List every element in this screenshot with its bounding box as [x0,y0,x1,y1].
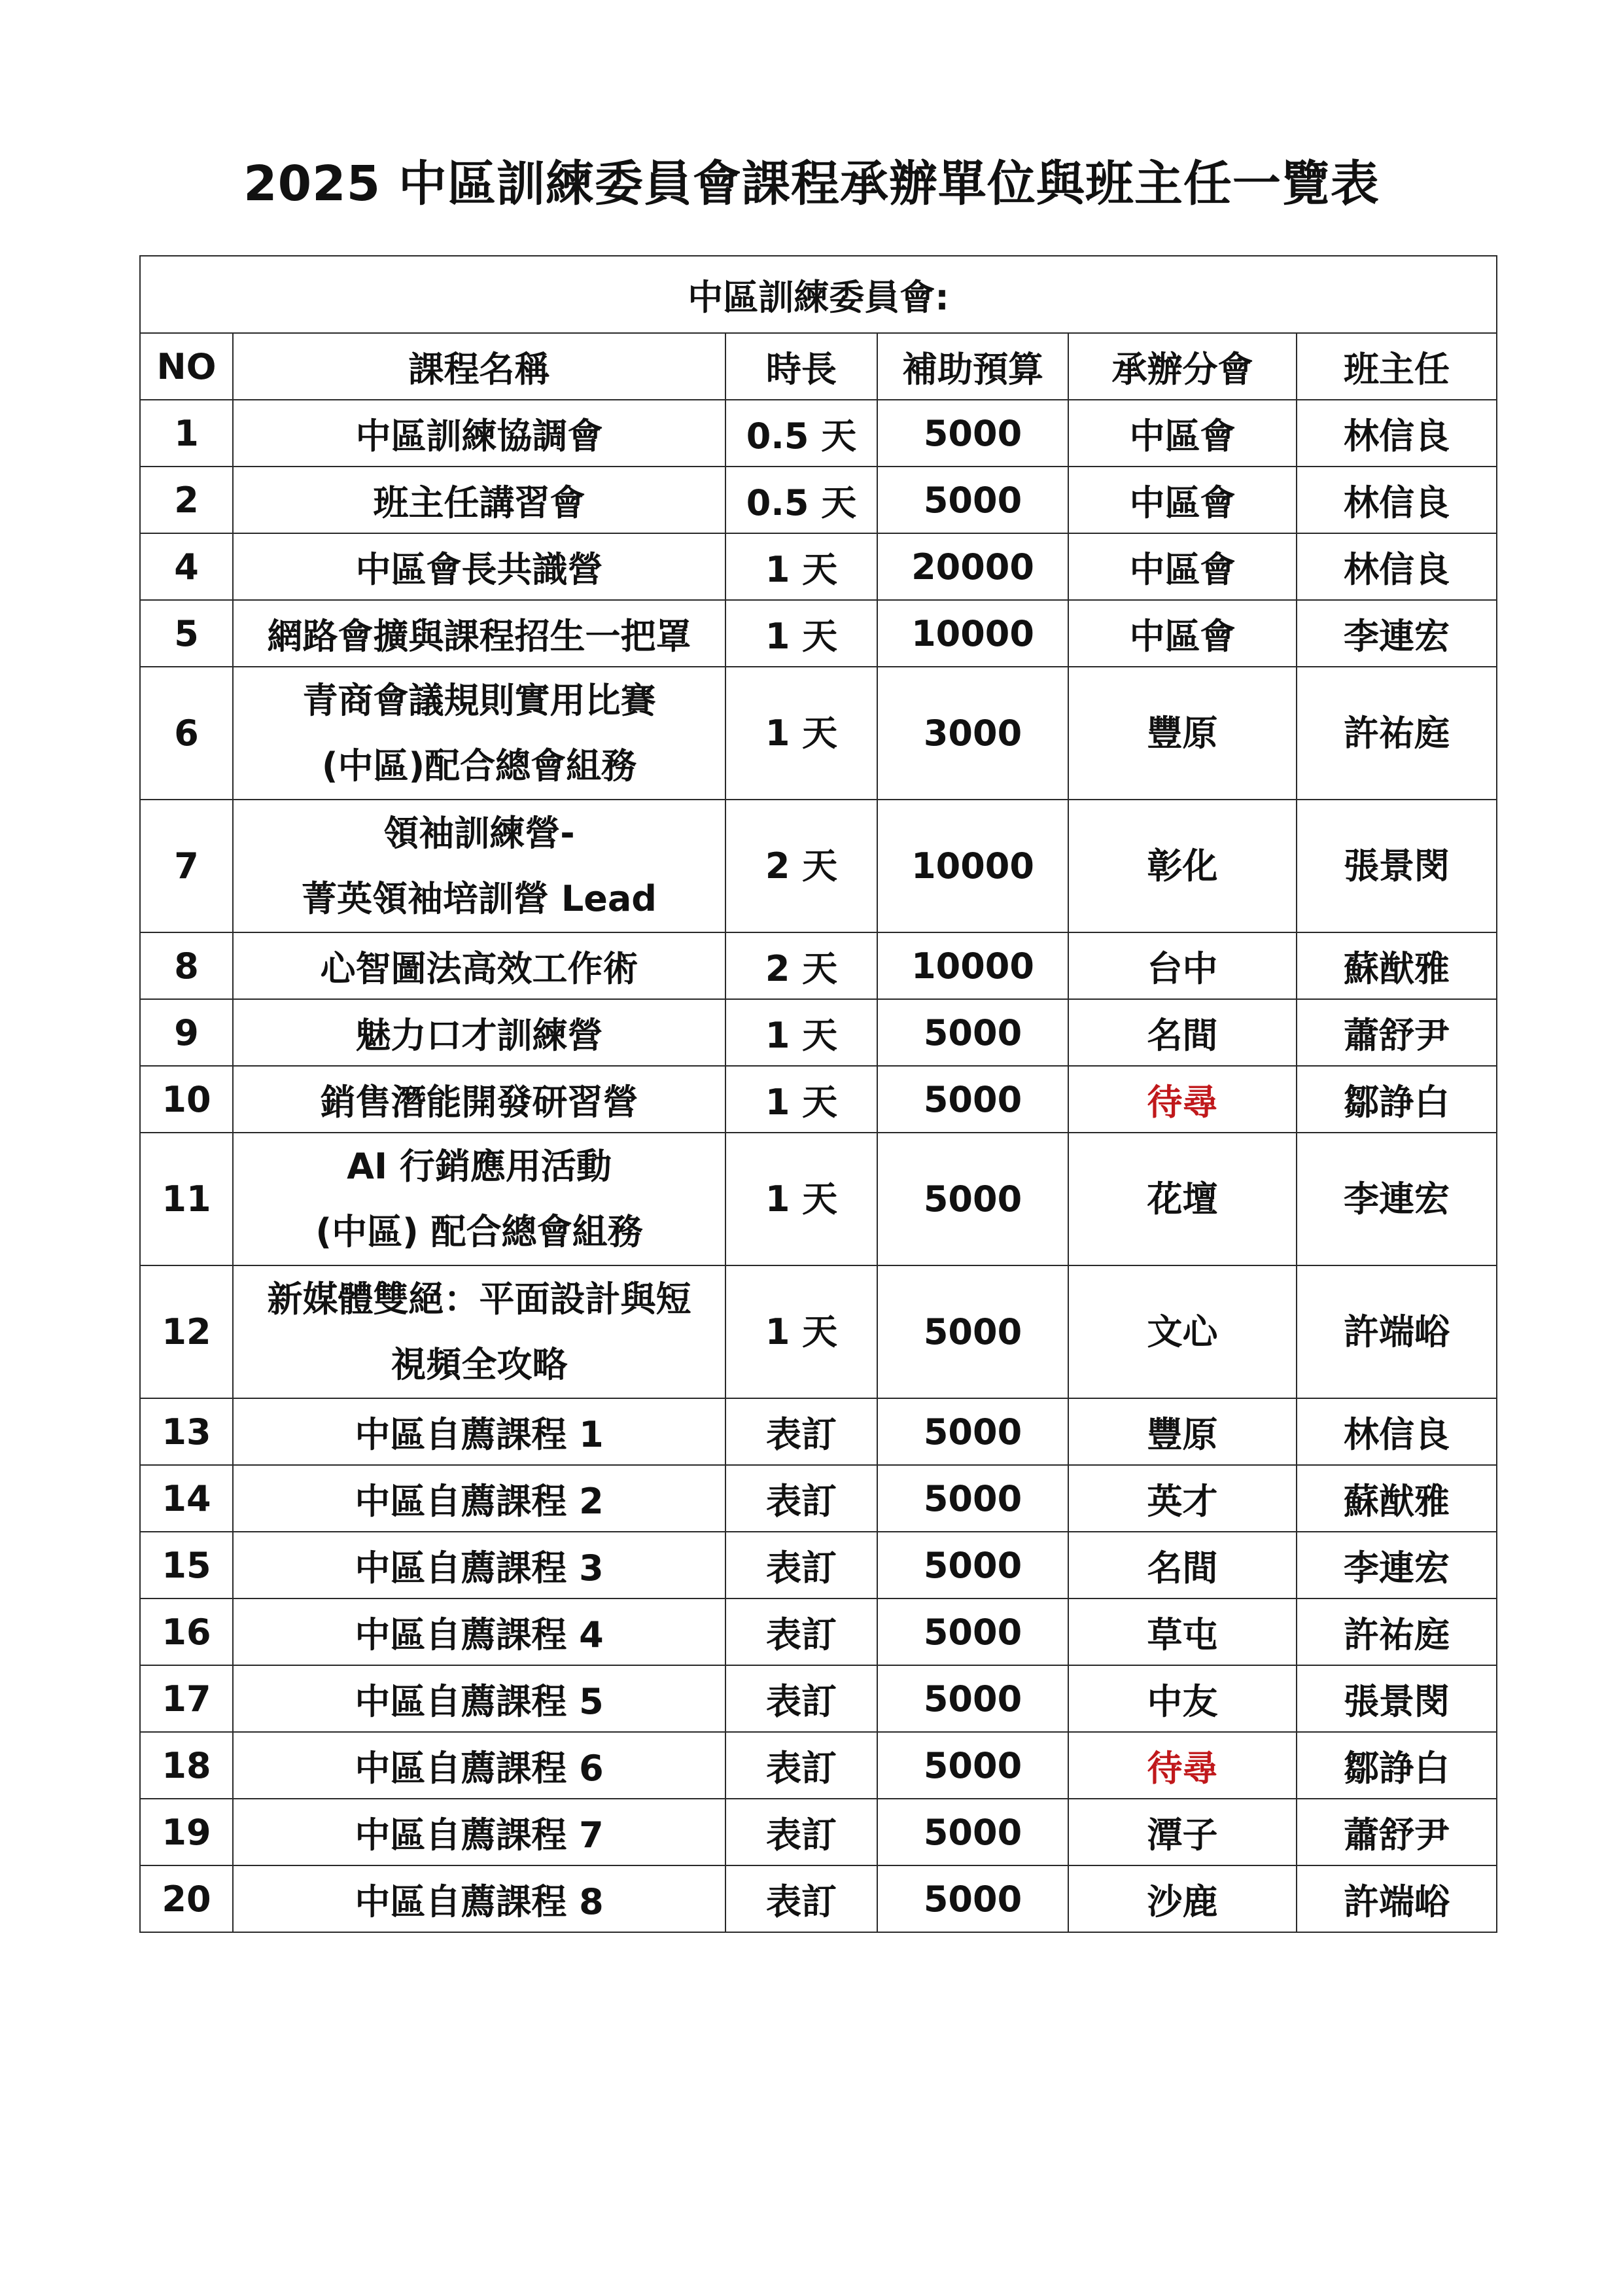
cell-director: 李連宏 [1297,1133,1497,1265]
course-name-line-1: 領袖訓練營- [383,812,575,854]
cell-host: 豐原 [1068,1398,1297,1465]
cell-director: 許祐庭 [1297,1598,1497,1665]
cell-budget: 5000 [877,1398,1068,1465]
cell-budget: 5000 [877,467,1068,533]
cell-course [233,1532,725,1598]
cell-no: 12 [140,1265,233,1398]
cell-director: 李連宏 [1297,600,1497,667]
cell-no: 20 [140,1865,233,1932]
course-name-line-1: 中區訓練協調會 [355,415,603,457]
cell-course [233,533,725,600]
table-row [140,1665,1497,1732]
cell-host: 豐原 [1068,667,1297,800]
cell-no: 16 [140,1598,233,1665]
cell-duration: 0.5 天 [725,400,877,467]
section-label: 中區訓練委員會: [140,256,1497,333]
cell-no: 8 [140,932,233,999]
cell-course [233,1865,725,1932]
course-name-line-1: 新媒體雙絕：平面設計與短 [267,1278,691,1320]
cell-no: 14 [140,1465,233,1532]
cell-budget: 5000 [877,1133,1068,1265]
table-row [140,1398,1497,1465]
cell-course [233,1133,725,1265]
table-body [140,256,1497,1932]
cell-director: 鄒諍白 [1297,1732,1497,1799]
table-row [140,400,1497,467]
cell-no: 13 [140,1398,233,1465]
cell-course [233,1465,725,1532]
table-row [140,1799,1497,1865]
cell-budget: 3000 [877,667,1068,800]
course-name-line-2: (中區) 配合總會組務 [315,1210,643,1252]
cell-director: 林信良 [1297,400,1497,467]
cell-duration: 表訂 [725,1532,877,1598]
header-duration: 時長 [725,333,877,400]
cell-host: 潭子 [1068,1799,1297,1865]
cell-no: 18 [140,1732,233,1799]
cell-budget: 5000 [877,999,1068,1066]
cell-course [233,1598,725,1665]
cell-director: 李連宏 [1297,1532,1497,1598]
course-name-line-1: 中區自薦課程 5 [355,1680,604,1722]
cell-course [233,667,725,800]
course-name-line-1: 中區自薦課程 8 [355,1881,604,1922]
cell-no: 4 [140,533,233,600]
header-row [140,333,1497,400]
course-name-line-2: 視頻全攻略 [391,1343,568,1385]
cell-budget: 5000 [877,1265,1068,1398]
cell-duration: 1 天 [725,533,877,600]
course-name-line-1: 班主任講習會 [373,482,585,523]
table-row [140,1532,1497,1598]
cell-budget: 5000 [877,1865,1068,1932]
cell-budget: 5000 [877,1066,1068,1133]
cell-course [233,932,725,999]
cell-director: 許端峪 [1297,1265,1497,1398]
header-course: 課程名稱 [233,333,725,400]
cell-course [233,1265,725,1398]
cell-budget: 5000 [877,400,1068,467]
cell-host-pending: 待尋 [1068,1732,1297,1799]
course-name-line-1: 銷售潛能開發研習營 [320,1081,638,1123]
table-row [140,1066,1497,1133]
table-row [140,667,1497,800]
table-row [140,1732,1497,1799]
cell-no: 10 [140,1066,233,1133]
cell-host: 名間 [1068,1532,1297,1598]
table-row [140,600,1497,667]
table-row [140,1465,1497,1532]
cell-duration: 0.5 天 [725,467,877,533]
course-name-line-2: 菁英領袖培訓營 Lead [302,877,657,919]
table-row [140,1865,1497,1932]
cell-duration: 表訂 [725,1732,877,1799]
cell-director: 許祐庭 [1297,667,1497,800]
course-name-line-1: 網路會擴與課程招生一把罩 [267,615,691,657]
cell-budget: 10000 [877,800,1068,932]
course-roster-table [139,255,1497,1933]
cell-duration: 1 天 [725,667,877,800]
cell-budget: 5000 [877,1665,1068,1732]
cell-course [233,1732,725,1799]
cell-no: 5 [140,600,233,667]
cell-host: 中友 [1068,1665,1297,1732]
table-row [140,999,1497,1066]
cell-director: 張景閔 [1297,800,1497,932]
cell-course [233,1398,725,1465]
course-name-line-1: 中區自薦課程 1 [355,1413,604,1455]
cell-director: 蘇猷雅 [1297,1465,1497,1532]
cell-director: 鄒諍白 [1297,1066,1497,1133]
cell-no: 2 [140,467,233,533]
cell-director: 張景閔 [1297,1665,1497,1732]
table-row [140,1265,1497,1398]
cell-director: 林信良 [1297,533,1497,600]
course-name-line-1: 魅力口才訓練營 [355,1014,603,1056]
cell-duration: 表訂 [725,1665,877,1732]
cell-course [233,800,725,932]
course-name-line-1: 青商會議規則實用比賽 [302,679,656,721]
course-name-line-1: 心智圖法高效工作術 [320,947,638,989]
course-name-line-1: AI 行銷應用活動 [347,1145,612,1187]
cell-host: 英才 [1068,1465,1297,1532]
table-row [140,467,1497,533]
cell-course [233,600,725,667]
cell-duration: 表訂 [725,1865,877,1932]
cell-duration: 1 天 [725,1265,877,1398]
cell-host: 花壇 [1068,1133,1297,1265]
course-name-line-1: 中區自薦課程 2 [355,1480,604,1522]
table-row [140,932,1497,999]
document-title: 2025 中區訓練委員會課程承辦單位與班主任一覽表 [243,156,1380,212]
cell-budget: 5000 [877,1598,1068,1665]
cell-no: 17 [140,1665,233,1732]
cell-budget: 20000 [877,533,1068,600]
cell-host: 中區會 [1068,533,1297,600]
cell-no: 19 [140,1799,233,1865]
cell-director: 蕭舒尹 [1297,999,1497,1066]
cell-no: 7 [140,800,233,932]
table-row [140,533,1497,600]
course-name-line-1: 中區自薦課程 4 [355,1614,604,1655]
cell-no: 6 [140,667,233,800]
cell-budget: 10000 [877,600,1068,667]
cell-budget: 10000 [877,932,1068,999]
header-no: NO [140,333,233,400]
cell-no: 11 [140,1133,233,1265]
cell-host: 中區會 [1068,400,1297,467]
course-name-line-1: 中區自薦課程 6 [355,1747,604,1789]
cell-budget: 5000 [877,1465,1068,1532]
cell-director: 林信良 [1297,1398,1497,1465]
cell-duration: 表訂 [725,1398,877,1465]
cell-course [233,467,725,533]
section-row [140,256,1497,333]
cell-host: 台中 [1068,932,1297,999]
cell-duration: 表訂 [725,1598,877,1665]
cell-duration: 1 天 [725,1066,877,1133]
cell-host: 名間 [1068,999,1297,1066]
cell-duration: 1 天 [725,1133,877,1265]
cell-host: 文心 [1068,1265,1297,1398]
cell-course [233,1665,725,1732]
cell-budget: 5000 [877,1532,1068,1598]
cell-no: 1 [140,400,233,467]
cell-duration: 表訂 [725,1465,877,1532]
cell-host: 中區會 [1068,600,1297,667]
cell-duration: 2 天 [725,932,877,999]
cell-host: 沙鹿 [1068,1865,1297,1932]
cell-director: 蘇猷雅 [1297,932,1497,999]
cell-director: 林信良 [1297,467,1497,533]
cell-duration: 表訂 [725,1799,877,1865]
cell-course [233,1066,725,1133]
course-name-line-1: 中區會長共識營 [355,548,603,590]
cell-no: 15 [140,1532,233,1598]
course-name-line-1: 中區自薦課程 7 [355,1814,604,1856]
cell-course [233,400,725,467]
cell-course [233,1799,725,1865]
table-row [140,800,1497,932]
cell-budget: 5000 [877,1732,1068,1799]
cell-host: 草屯 [1068,1598,1297,1665]
cell-host: 中區會 [1068,467,1297,533]
cell-director: 許端峪 [1297,1865,1497,1932]
course-name-line-1: 中區自薦課程 3 [355,1547,604,1589]
header-budget: 補助預算 [877,333,1068,400]
table-row [140,1598,1497,1665]
cell-host: 彰化 [1068,800,1297,932]
cell-no: 9 [140,999,233,1066]
header-host: 承辦分會 [1068,333,1297,400]
cell-duration: 1 天 [725,600,877,667]
course-name-line-2: (中區)配合總會組務 [321,745,637,786]
cell-budget: 5000 [877,1799,1068,1865]
cell-duration: 2 天 [725,800,877,932]
table-row [140,1133,1497,1265]
cell-director: 蕭舒尹 [1297,1799,1497,1865]
cell-host-pending: 待尋 [1068,1066,1297,1133]
header-director: 班主任 [1297,333,1497,400]
cell-course [233,999,725,1066]
cell-duration: 1 天 [725,999,877,1066]
